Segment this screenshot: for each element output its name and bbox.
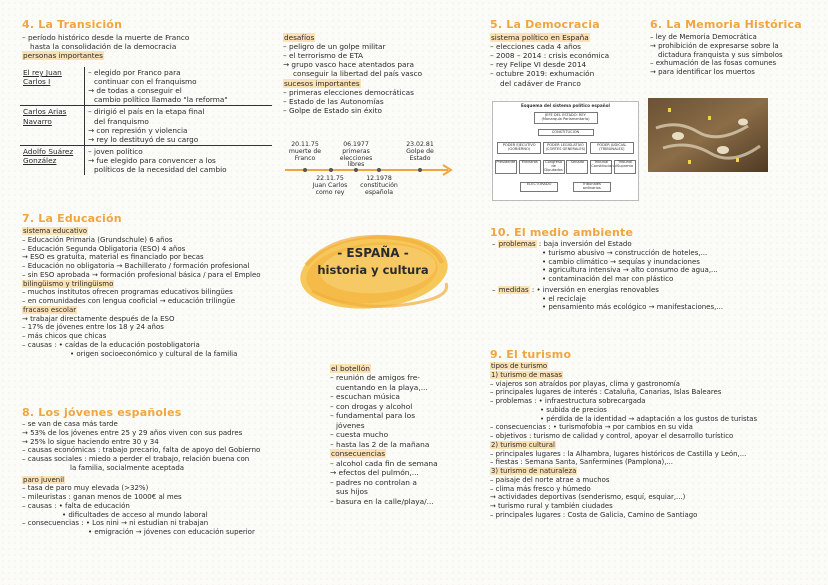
desc-line: → de todas a conseguir el — [88, 86, 182, 96]
challenges-block — [283, 33, 422, 115]
problem-line: • agricultura intensiva → alto consumo de agua,... — [542, 266, 718, 275]
memory-line: → prohibición de expresarse sobre la — [650, 41, 779, 50]
botellon-line: – escuchan música — [330, 392, 400, 402]
section-5-text — [490, 33, 609, 88]
diagram-box: Tribunal Supremo — [614, 160, 636, 174]
diagram-box: Tribunales ordinarios — [573, 182, 611, 192]
bilingual-line: – en comunidades con lengua cooficial → educación trilingüe — [22, 297, 236, 305]
consequence-line: – padres no controlan a — [330, 477, 417, 487]
challenge-line: – peligro de un golpe militar — [283, 42, 386, 52]
mass-grave-photo — [648, 98, 768, 172]
challenge-line: conseguir la libertad del país vasco — [293, 69, 423, 79]
person-desc — [85, 106, 273, 145]
tourism-line: – objetivos : turismo de calidad y control, apoyar el desarrollo turístico — [490, 432, 734, 441]
education-line: – Educación no obligatoria → Bachillerato / formación profesional — [22, 262, 250, 270]
memory-line: – ley de Memoria Democrática — [650, 33, 757, 41]
youth-line: – se van de casa más tarde — [22, 420, 118, 428]
unemployment-line: • emigración → jóvenes con educación superior — [88, 528, 255, 536]
measures-label: – medidas : — [492, 285, 537, 294]
event-label: muerte de Franco — [288, 147, 322, 162]
youth-line: la familia, socialmente aceptada — [70, 463, 185, 472]
desc-line: → fue elegido para convencer a los — [88, 155, 216, 165]
democracy-line: – 2008 – 2014 : crisis económica — [490, 51, 610, 61]
challenge-line: – el terrorismo de ETA — [283, 51, 363, 61]
timeline-dot — [418, 168, 422, 172]
tourism-line: – clima más fresco y húmedo — [490, 484, 591, 493]
desc-line: políticos de la necesidad del cambio — [94, 165, 227, 175]
section-10-text — [492, 240, 723, 312]
tourism-line: – principales lugares de interés : Cataluña, Canarias, Islas Baleares — [490, 388, 722, 397]
diagram-box: Congreso de Diputados — [544, 160, 563, 173]
diagram-title: Esquema del sistema político español — [521, 103, 610, 108]
unemployment-line: – consecuencias : • Los nini → ni estudian ni trabajan — [22, 519, 209, 528]
main-title-line1: - ESPAÑA - — [337, 246, 409, 260]
intro-line: hasta la consolidación de la democracia — [30, 42, 177, 52]
tourism-line: – principales lugares : la Alhambra, lugares históricos de Castilla y León,... — [490, 449, 747, 458]
section-9-title: 9. El turismo — [490, 348, 572, 361]
event-date: 23.02.81 — [406, 141, 434, 148]
timeline-event — [307, 176, 353, 196]
table-row — [20, 67, 272, 106]
problem-line: • cambio climático → sequías y inundaciones — [542, 257, 700, 266]
table-row — [20, 106, 272, 145]
persons-table — [20, 67, 272, 175]
dropout-line: – causas : • caídas de la educación postobligatoria — [22, 340, 200, 349]
person-desc — [85, 67, 273, 106]
diagram-box: Tribunal Constitucional — [590, 160, 612, 174]
unemployment-line: – causas : • falta de educación — [22, 501, 130, 510]
education-line: – Educación Primaria (Grundschule) 6 años — [22, 235, 173, 244]
diagram-box: Ministros — [519, 160, 541, 174]
section-7-text — [22, 227, 261, 358]
section-6-title: 6. La Memoria Histórica — [650, 18, 802, 31]
desc-line: cambio político llamado "la reforma" — [94, 95, 228, 105]
desc-line: → con represión y violencia — [88, 125, 188, 135]
democracy-line: del cadáver de Franco — [500, 78, 581, 88]
event-label: Juan Carlos como rey — [312, 181, 348, 196]
event-date: 20.11.75 — [291, 141, 319, 148]
section-9-text — [490, 362, 757, 520]
political-system-heading: sistema político en España — [491, 33, 589, 42]
botellon-line: – hasta las 2 de la mañana — [330, 439, 430, 449]
botellon-block — [330, 364, 438, 506]
dropout-line: – más chicos que chicas — [22, 332, 107, 340]
youth-line: – causas sociales : miedo a perder el trabajo, relación buena con — [22, 455, 250, 463]
botellon-line: – fundamental para los — [330, 411, 416, 421]
botellon-consequences-heading: consecuencias — [331, 449, 386, 459]
education-line: – sin ESO aprobada → formación profesional básica / para el Empleo — [22, 270, 261, 279]
democracy-line: – rey Felipe VI desde 2014 — [490, 60, 587, 70]
person-name: Adolfo Suárez González — [20, 145, 85, 175]
measure-line: • inversión en energías renovables — [536, 285, 659, 294]
person-name: Carlos Arias Navarro — [20, 106, 85, 145]
democracy-line: – elecciones cada 4 años — [490, 42, 581, 52]
consequence-line: – basura en la calle/playa/... — [330, 496, 434, 506]
timeline-dot — [303, 168, 307, 172]
youth-line: → 25% lo sigue haciendo entre 30 y 34 — [22, 437, 159, 446]
bilingual-heading: bilingüismo y trilingüismo — [23, 279, 114, 288]
botellon-heading: el botellón — [331, 364, 370, 373]
challenges-heading: desafíos — [284, 33, 315, 42]
diagram-box: PODER JUDICIAL (TRIBUNALES) — [590, 142, 634, 154]
events-heading: sucesos importantes — [284, 78, 360, 88]
consequence-line: → efectos del pulmón,... — [330, 468, 419, 478]
event-date: 12.1978 — [366, 175, 392, 182]
dropout-heading: fracaso escolar — [23, 305, 77, 314]
section-4-intro — [22, 33, 189, 60]
measures-label-text: medidas — [498, 285, 529, 294]
table-row — [20, 145, 272, 175]
dropout-line: → trabajar directamente después de la ESO — [22, 314, 175, 323]
education-line: → ESO es gratuita, material es financiado por becas — [22, 253, 204, 262]
timeline-event — [282, 142, 328, 162]
timeline-event — [356, 176, 402, 196]
democracy-line: – octubre 2019: exhumación — [490, 69, 595, 79]
tourism-types-heading: tipos de turismo — [491, 362, 548, 370]
youth-line: → 53% de los jóvenes entre 25 y 29 años viven con sus padres — [22, 428, 243, 437]
memory-line: → para identificar los muertos — [650, 68, 755, 76]
timeline-event — [397, 142, 443, 162]
person-name: El rey Juan Carlos I — [20, 67, 85, 106]
tourism-line: – consecuencias : • turismofobia → por cambios en su vida — [490, 423, 693, 432]
person-desc — [85, 145, 273, 175]
event-date: 22.11.75 — [316, 175, 344, 182]
problem-line: baja inversión del Estado — [543, 240, 632, 248]
botellon-line: – reunión de amigos fre- — [330, 373, 420, 383]
event-date: 06.1977 — [343, 141, 369, 148]
section-7-title: 7. La Educación — [22, 212, 122, 225]
diagram-box: Senado — [566, 160, 588, 174]
tourism-line: • subida de precios — [540, 405, 607, 414]
memory-line: dictadura franquista y sus símbolos — [658, 50, 783, 59]
main-title — [292, 246, 454, 277]
measure-line: • pensamiento más ecológico → manifestaciones,... — [542, 303, 724, 312]
challenge-line: → grupo vasco hace atentados para — [283, 60, 414, 70]
diagram-box: ELECTORADO — [520, 182, 558, 192]
event-line: – primeras elecciones democráticas — [283, 87, 414, 97]
bilingual-line: – muchos institutos ofrecen programas educativos bilingües — [22, 288, 233, 297]
timeline-event — [333, 142, 379, 169]
diagram-box: PODER LEGISLATIVO (CORTES GENERALES) — [543, 142, 587, 154]
diagram-box: Presidente — [495, 160, 517, 174]
botellon-line: – cuesta mucho — [330, 430, 389, 440]
persons-heading: personas importantes — [23, 51, 103, 61]
section-8-text — [22, 420, 260, 537]
problems-label: – problemas : — [492, 240, 544, 248]
tourism-line: • pérdida de la identidad → adaptación a los gustos de turistas — [540, 414, 758, 423]
section-6-text — [650, 33, 783, 77]
section-10-title: 10. El medio ambiente — [490, 226, 634, 239]
diagram-box: JEFE DEL ESTADO: REY (Monarquía Parlamentaria) — [534, 112, 598, 124]
tourism-line: – problemas : • infraestructura sobrecargada — [490, 397, 646, 406]
measure-line: • el reciclaje — [542, 294, 586, 303]
education-line: – Educación Segunda Obligatoria (ESO) 4 años — [22, 244, 186, 253]
memory-line: – exhumación de las fosas comunes — [650, 59, 777, 68]
tourism-line: – paisaje del norte atrae a muchos — [490, 475, 610, 484]
section-4-title: 4. La Transición — [22, 18, 123, 31]
event-label: constitución española — [360, 181, 398, 196]
tourism-line: – fiestas : Semana Santa, Sanfermines (Pamplona),... — [490, 458, 673, 467]
tourism-line: → actividades deportivas (senderismo, esquí, esquiar,...) — [490, 493, 686, 502]
consequence-line: – alcohol cada fin de semana — [330, 458, 438, 468]
unemployment-line: – mileuristas : ganan menos de 1000€ al mes — [22, 493, 182, 501]
diagram-box: PODER EJECUTIVO (GOBIERNO) — [497, 142, 541, 154]
consequence-line: sus hijos — [336, 487, 368, 497]
nature-tourism-heading: 3) turismo de naturaleza — [491, 467, 577, 476]
desc-line: – dirigió el país en la etapa final — [88, 107, 205, 117]
political-system-diagram — [492, 101, 639, 201]
desc-line: del franquismo — [94, 116, 149, 126]
dropout-line: – 17% de jóvenes entre los 18 y 24 años — [22, 323, 164, 332]
tourism-line: → turismo rural y también ciudades — [490, 502, 613, 511]
section-5-title: 5. La Democracia — [490, 18, 600, 31]
education-system-heading: sistema educativo — [23, 227, 88, 235]
event-line: – Estado de las Autonomías — [283, 96, 384, 106]
desc-line: → rey lo destituyó de su cargo — [88, 134, 199, 144]
youth-line: – causas económicas : trabajo precario, falta de apoyo del Gobierno — [22, 446, 261, 455]
event-label: Golpe de Estado — [406, 147, 434, 162]
cultural-tourism-heading: 2) turismo cultural — [491, 440, 555, 449]
intro-line: – período histórico desde la muerte de Franco — [22, 33, 190, 42]
dropout-line: • origen socioeconómico y cultural de la familia — [70, 349, 238, 358]
desc-line: continuar con el franquismo — [94, 77, 197, 87]
tourism-line: – viajeros son atraídos por playas, clima y gastronomía — [490, 379, 680, 388]
tourism-line: – principales lugares : Costa de Galicia, Camino de Santiago — [490, 511, 698, 520]
problem-line: • contaminación del mar con plástico — [542, 275, 674, 283]
botellon-line: cuentando en la playa,... — [336, 382, 428, 392]
unemployment-line: – tasa de paro muy elevada (>32%) — [22, 484, 149, 493]
desc-line: – joven político — [88, 146, 143, 156]
desc-line: – elegido por Franco para — [88, 68, 181, 77]
event-line: – Golpe de Estado sin éxito — [283, 105, 382, 115]
diagram-box: CONSTITUCIÓN — [538, 129, 594, 137]
unemployment-heading: paro juvenil — [23, 475, 65, 484]
botellon-line: – con drogas y alcohol — [330, 401, 413, 411]
mass-tourism-heading: 1) turismo de masas — [491, 370, 562, 379]
problem-line: • turismo abusivo → construcción de hoteles,... — [542, 248, 708, 257]
main-title-line2: historia y cultura — [317, 263, 429, 277]
botellon-line: jóvenes — [336, 420, 365, 430]
event-label: primeras elecciones libres — [339, 147, 373, 169]
unemployment-line: • dificultades de acceso al mundo laboral — [62, 510, 208, 519]
problems-label-text: problemas — [498, 240, 536, 248]
section-8-title: 8. Los jóvenes españoles — [22, 406, 182, 419]
